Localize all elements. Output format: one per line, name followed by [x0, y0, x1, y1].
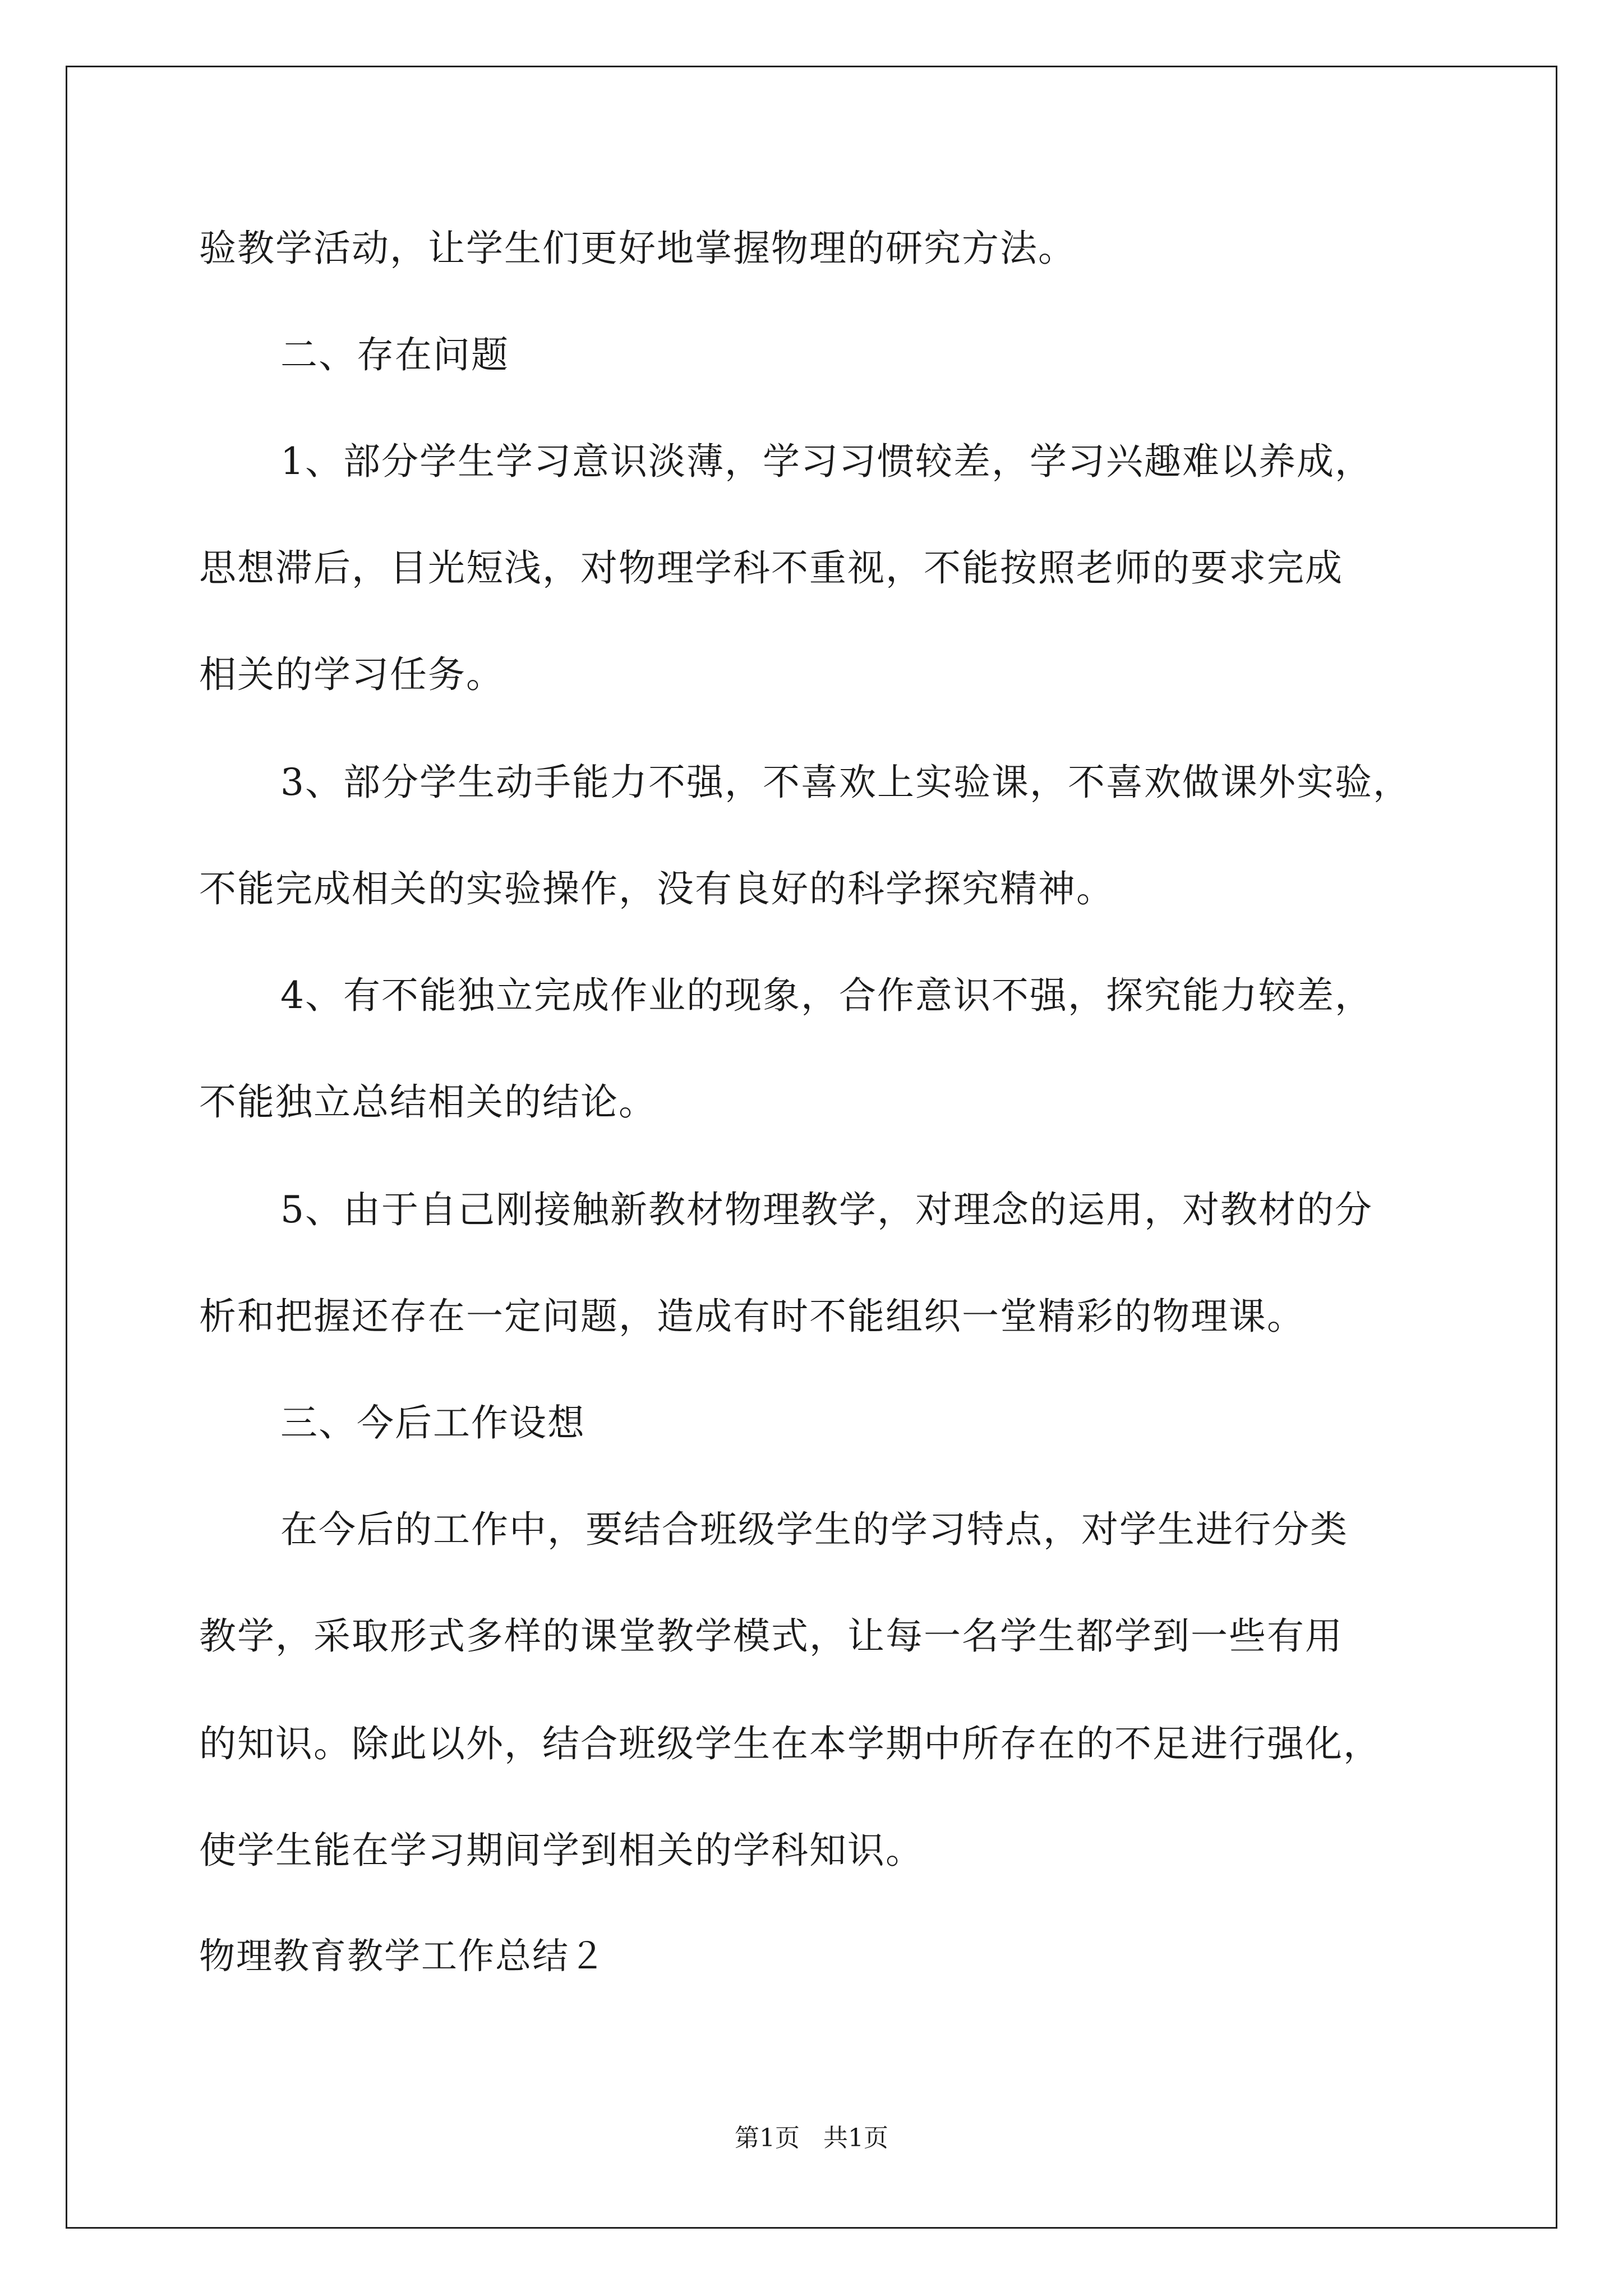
text-line: 不能独立总结相关的结论。 — [199, 1080, 657, 1124]
section-heading: 三、今后工作设想 — [280, 1401, 585, 1444]
text-line: 1、部分学生学习意识淡薄，学习习惯较差，学习兴趣难以养成， — [280, 440, 1373, 483]
page-footer: 第1页 共1页 — [735, 2124, 888, 2152]
text-line: 验教学活动，让学生们更好地掌握物理的研究方法。 — [199, 227, 1076, 270]
document-subtitle: 物理教育教学工作总结２ — [199, 1936, 606, 1977]
text-line: 教学，采取形式多样的课堂教学模式，让每一名学生都学到一些有用 — [199, 1614, 1343, 1658]
text-line: 4、有不能独立完成作业的现象，合作意识不强，探究能力较差， — [280, 974, 1373, 1017]
text-line: 5、由于自己刚接触新教材物理教学，对理念的运用，对教材的分 — [280, 1188, 1373, 1231]
text-line: 不能完成相关的实验操作，没有良好的科学探究精神。 — [199, 867, 1114, 910]
page-border — [66, 66, 1557, 2229]
text-line: 相关的学习任务。 — [199, 653, 504, 696]
text-line: 思想滞后，目光短浅，对物理学科不重视，不能按照老师的要求完成 — [199, 546, 1343, 590]
section-heading: 二、存在问题 — [280, 333, 509, 376]
text-line: 在今后的工作中，要结合班级学生的学习特点，对学生进行分类 — [280, 1508, 1348, 1551]
text-line: 使学生能在学习期间学到相关的学科知识。 — [199, 1829, 924, 1872]
text-line: 的知识。除此以外，结合班级学生在本学期中所存在的不足进行强化， — [199, 1722, 1381, 1765]
text-line: 析和把握还存在一定问题，造成有时不能组织一堂精彩的物理课。 — [199, 1295, 1305, 1338]
text-line: 3、部分学生动手能力不强，不喜欢上实验课，不喜欢做课外实验， — [280, 761, 1411, 804]
